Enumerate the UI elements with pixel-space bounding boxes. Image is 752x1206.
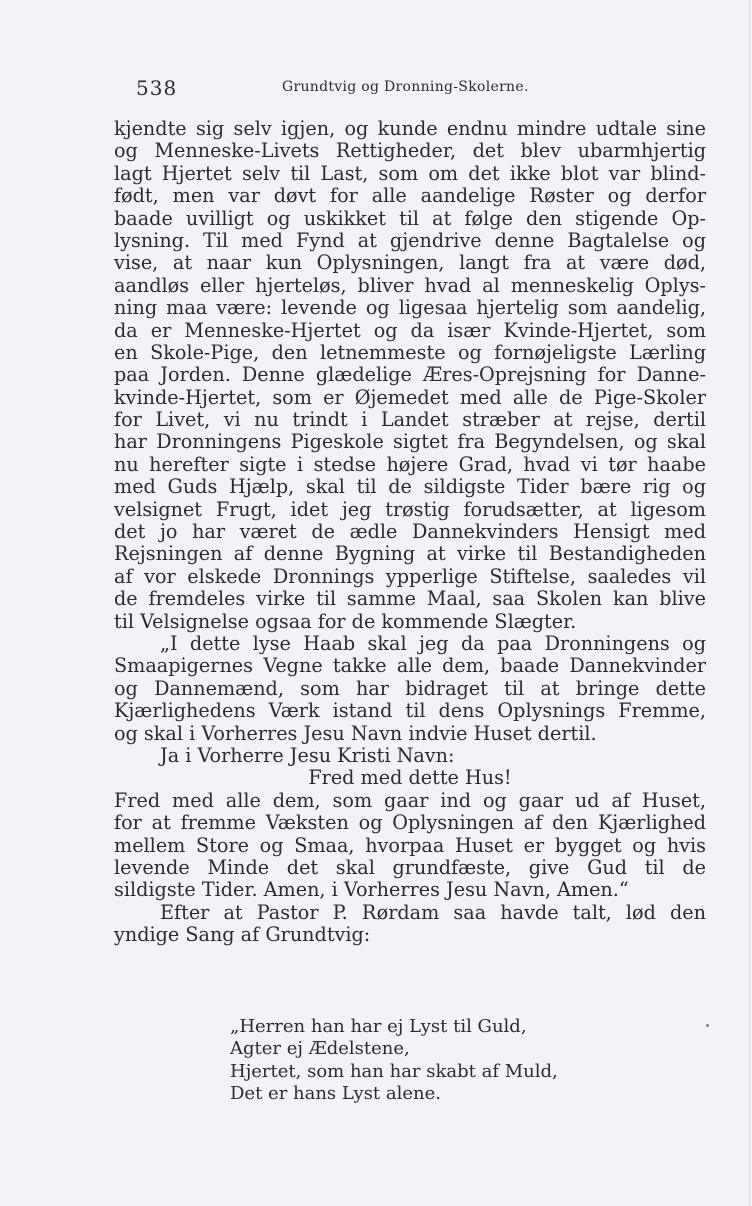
text-line: de fremdeles virke til samme Maal, saa Skolen kan blive xyxy=(114,587,706,611)
page-number: 538 xyxy=(136,76,178,100)
poem-line: Hjertet, som han har skabt af Muld, xyxy=(230,1060,558,1082)
blessing-line: Fred med dette Hus! xyxy=(308,766,512,790)
text-line: kjendte sig selv igjen, og kunde endnu mindre udtale sine xyxy=(114,117,706,140)
text-line: nu herefter sigte i stedse højere Grad, hvad vi tør haabe xyxy=(114,452,706,476)
text-line: til Velsignelse ogsaa for de kommende Slægter. xyxy=(114,609,577,633)
text-line: baade uvilligt og uskikket til at følge den stigende Op- xyxy=(114,206,706,230)
text-line: paa Jorden. Denne glædelige Æres-Oprejsning for Danne- xyxy=(114,363,706,387)
ink-speck xyxy=(706,1024,709,1027)
text-line: lysning. Til med Fynd at gjendrive denne Bagtalelse og xyxy=(114,228,706,252)
text-line: Smaapigernes Vegne takke alle dem, baade Dannekvinder xyxy=(114,654,706,678)
text-line: af vor elskede Dronnings ypperlige Stiftelse, saaledes vil xyxy=(114,564,706,588)
text-line: med Guds Hjælp, skal til de sildigste Tider bære rig og xyxy=(114,475,706,499)
poem xyxy=(230,1016,650,1106)
text-line: da er Menneske-Hjertet og da især Kvinde-Hjertet, som xyxy=(114,318,706,342)
invocation-line: Ja i Vorherre Jesu Kristi Navn: xyxy=(160,743,455,767)
text-line: og Dannemænd, som har bidraget til at bringe dette xyxy=(114,676,706,700)
text-line: og Menneske-Livets Rettigheder, det blev ubarmhjertig xyxy=(114,139,706,163)
text-line: det jo har været de ædle Dannekvinders Hensigt med xyxy=(114,520,706,544)
text-line: levende Minde det skal grundfæste, give Gud til de xyxy=(114,855,706,879)
text-line: ning maa være: levende og ligesaa hjertelig som aandelig, xyxy=(114,296,706,320)
text-line: sildigste Tider. Amen, i Vorherres Jesu Navn, Amen.“ xyxy=(114,878,629,902)
text-line: Rejsningen af denne Bygning at virke til Bestandigheden xyxy=(114,542,706,566)
text-line: „I dette lyse Haab skal jeg da paa Dronningens og xyxy=(160,631,706,655)
running-head xyxy=(136,76,636,100)
text-line: Kjærlighedens Værk istand til dens Oplysnings Fremme, xyxy=(114,699,706,723)
poem-line: Det er hans Lyst alene. xyxy=(230,1083,441,1105)
text-line: mellem Store og Smaa, hvorpaa Huset er bygget og hvis xyxy=(114,833,706,857)
page-edge xyxy=(749,0,750,1206)
text-line: for Livet, vi nu trindt i Landet stræber at rejse, dertil xyxy=(114,408,706,432)
text-line: født, men var døvt for alle aandelige Røster og derfor xyxy=(114,184,706,208)
poem-line: „Herren han har ej Lyst til Guld, xyxy=(230,1016,527,1037)
poem-line: Agter ej Ædelstene, xyxy=(230,1038,410,1060)
text-line: lagt Hjertet selv til Last, som om det ikke blot var blind- xyxy=(114,161,706,185)
text-line: yndige Sang af Grundtvig: xyxy=(114,923,371,947)
text-line: kvinde-Hjertet, som er Øjemedet med alle de Pige-Skoler xyxy=(114,385,706,409)
text-line: har Dronningens Pigeskole sigtet fra Begyndelsen, og skal xyxy=(114,430,706,454)
running-title: Grundtvig og Dronning-Skolerne. xyxy=(282,79,529,95)
body-text xyxy=(114,118,706,946)
text-line: velsignet Frugt, idet jeg trøstig forudsætter, at ligesom xyxy=(114,497,706,521)
text-line: vise, at naar kun Oplysningen, langt fra at være død, xyxy=(114,251,706,275)
text-line: og skal i Vorherres Jesu Navn indvie Huset dertil. xyxy=(114,721,597,745)
text-line: aandløs eller hjerteløs, bliver hvad al menneskelig Oplys- xyxy=(114,273,706,297)
text-line: for at fremme Væksten og Oplysningen af den Kjærlighed xyxy=(114,811,706,835)
text-line: Fred med alle dem, som gaar ind og gaar ud af Huset, xyxy=(114,788,706,812)
text-line: Efter at Pastor P. Rørdam saa havde talt, lød den xyxy=(160,900,706,924)
text-line: en Skole-Pige, den letnemmeste og fornøjeligste Lærling xyxy=(114,340,706,364)
